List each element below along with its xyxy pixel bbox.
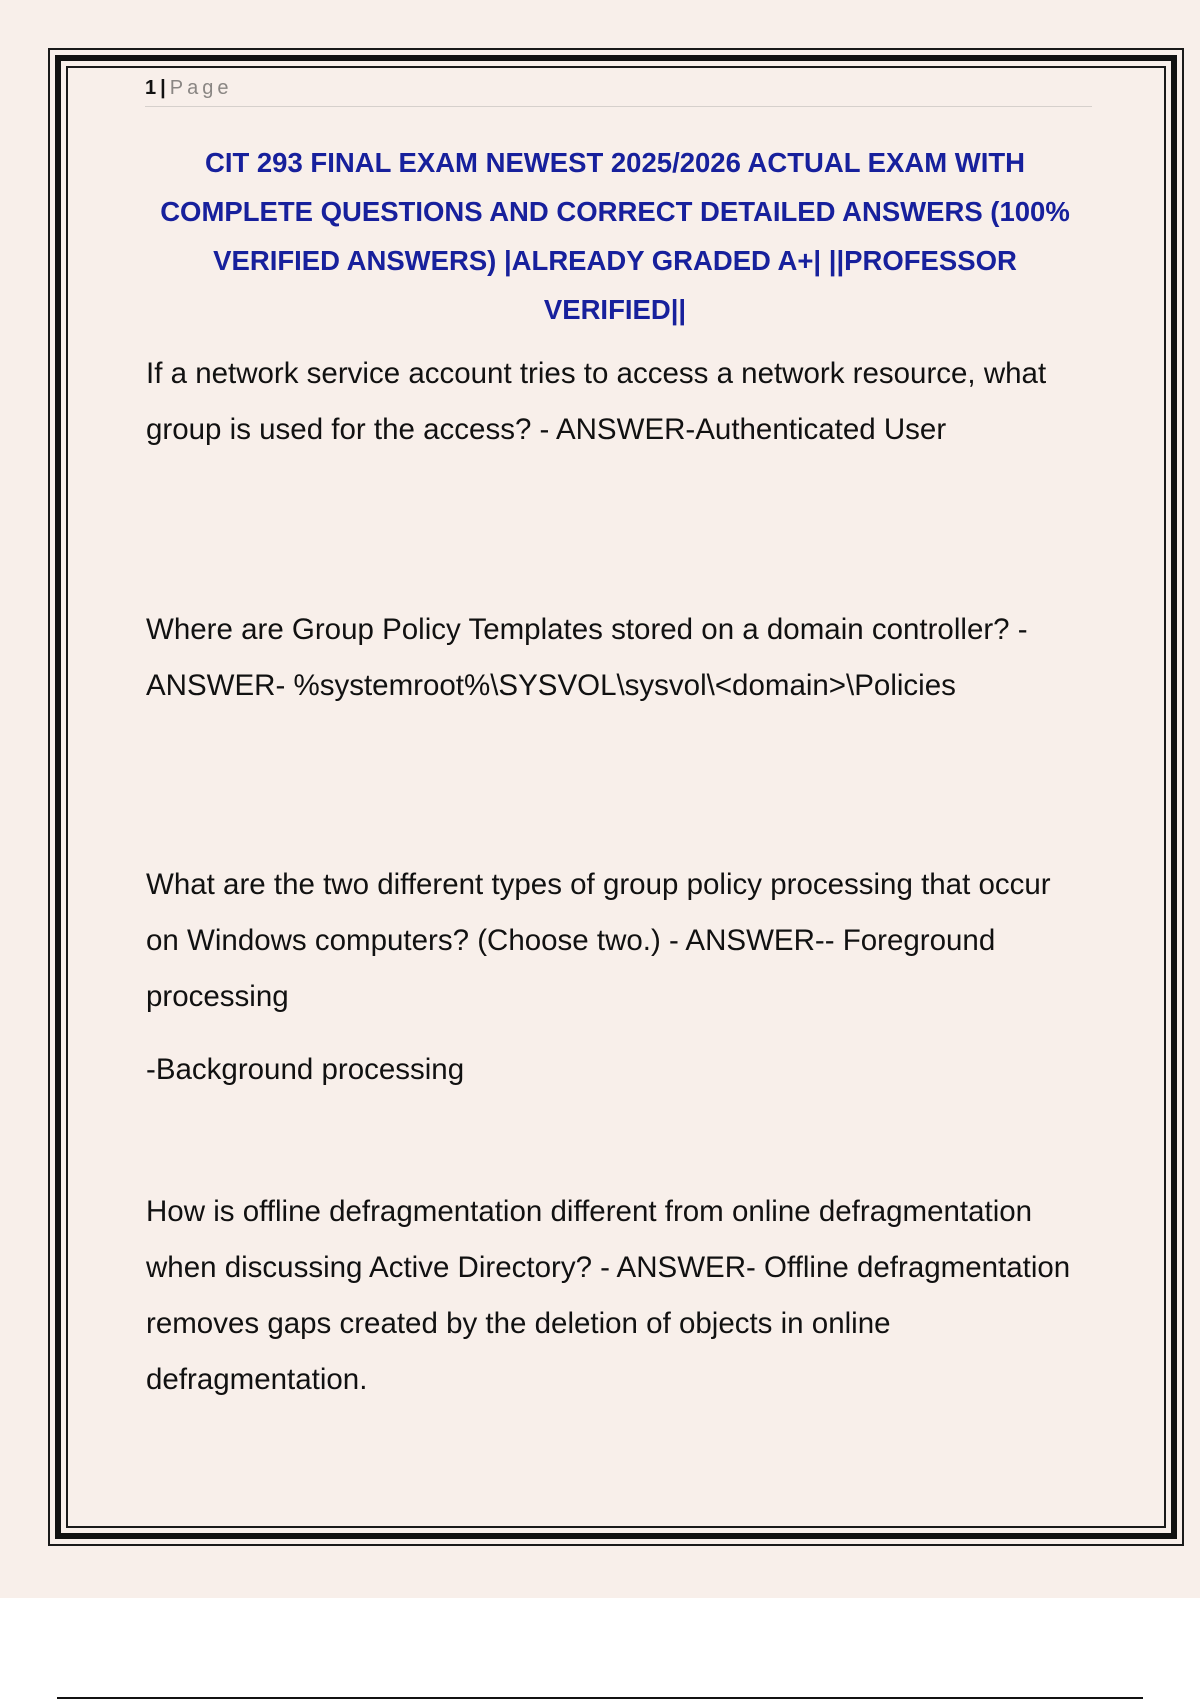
page-label: Page: [169, 77, 233, 99]
question-answer-2: Where are Group Policy Templates stored on a domain controller? - ANSWER- %systemroot%\SYSVOL\sysvol\<domain>\Policies: [146, 613, 1028, 702]
page-number: 1: [145, 77, 157, 99]
next-page-border-edge: [57, 1697, 1143, 1699]
document-title: CIT 293 FINAL EXAM NEWEST 2025/2026 ACTUAL EXAM WITH COMPLETE QUESTIONS AND CORRECT DETAILED ANSWERS (100% VERIFIED ANSWERS) |ALREADY GRADED A+| ||PROFESSOR VERIFIED||: [160, 147, 1070, 325]
question-answer-1: If a network service account tries to access a network resource, what group is used for the access? - ANSWER-Authenticated User: [146, 357, 1047, 446]
question-answer-3-extra: -Background processing: [146, 1053, 465, 1086]
page-separator: |: [160, 77, 166, 99]
question-answer-3: What are the two different types of group policy processing that occur on Windows computers? (Choose two.) - ANSWER-- Foreground processing: [146, 868, 1051, 1013]
page-header: [145, 74, 1092, 107]
question-answer-4: How is offline defragmentation different from online defragmentation when discussing Active Directory? - ANSWER- Offline defragmentation removes gaps created by the deletion of objects in online defragmentation.: [146, 1195, 1071, 1396]
